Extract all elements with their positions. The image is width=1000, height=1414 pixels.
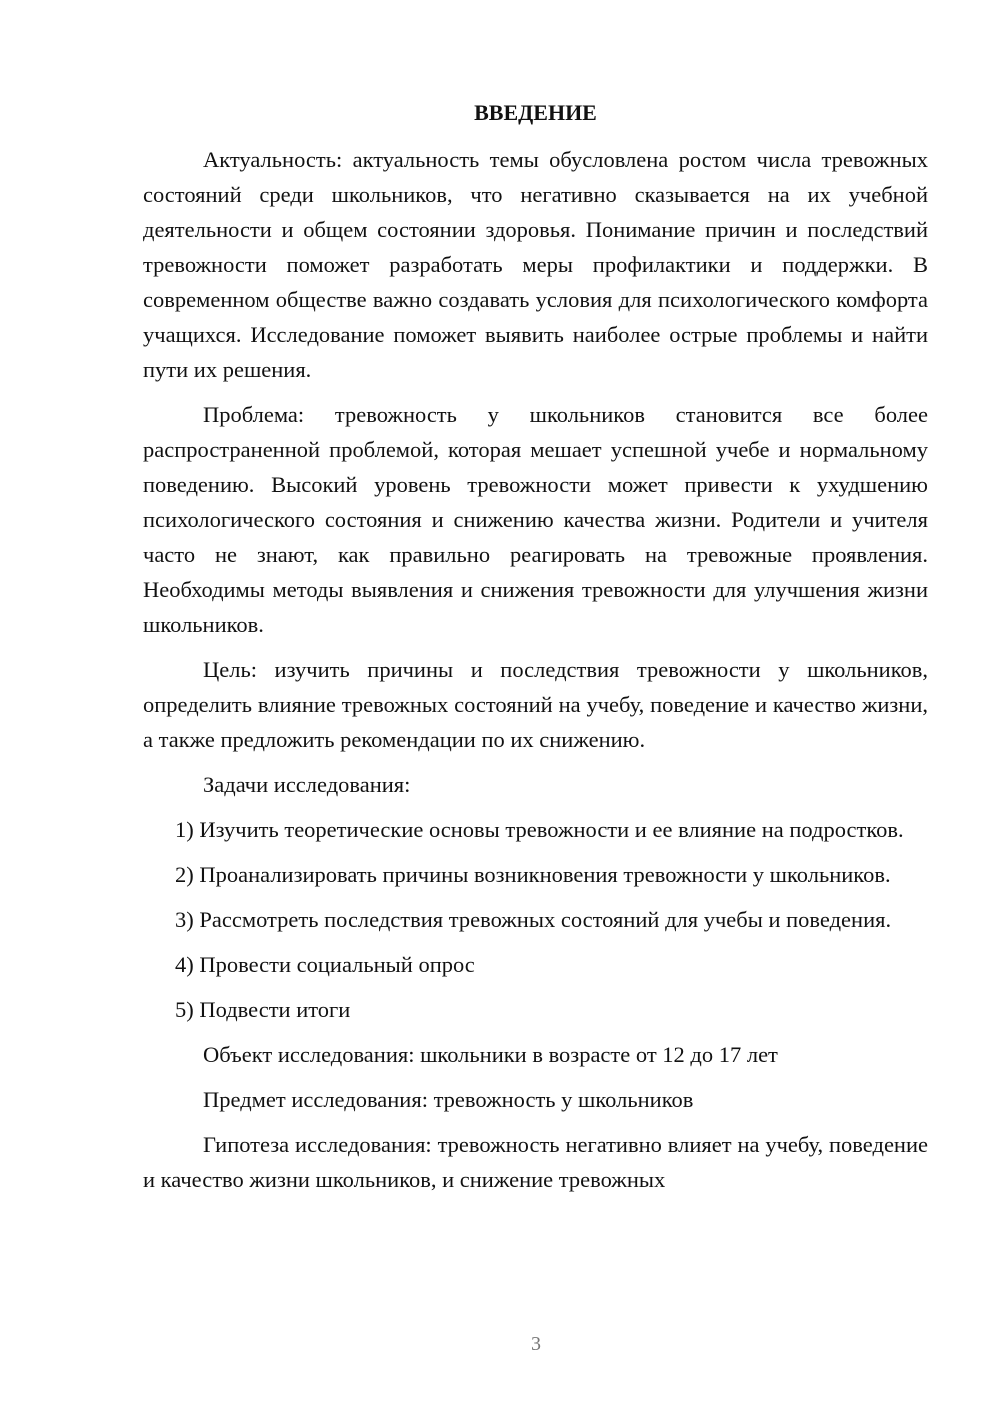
problem-paragraph: Проблема: тревожность у школьников становится все более распространенной проблемой, которая мешает успешной учебе и нормальному поведению. Высокий уровень тревожности может привести к ухудшению психологического состояния и снижению качества жизни. Родители и учителя часто не знают, как правильно реагировать на тревожные проявления. Необходимы методы выявления и снижения тревожности для улучшения жизни школьников. bbox=[143, 402, 928, 637]
page-title: ВВЕДЕНИЕ bbox=[474, 100, 597, 125]
hypothesis-paragraph: Гипотеза исследования: тревожность негативно влияет на учебу, поведение и качество жизни школьников, и снижение тревожных bbox=[143, 1132, 928, 1192]
task-item-1: 1) Изучить теоретические основы тревожности и ее влияние на подростков. bbox=[175, 817, 904, 842]
research-object: Объект исследования: школьники в возрасте от 12 до 17 лет bbox=[203, 1042, 778, 1067]
task-item-3: 3) Рассмотреть последствия тревожных состояний для учебы и поведения. bbox=[175, 907, 892, 932]
task-item-4: 4) Провести социальный опрос bbox=[175, 952, 475, 977]
page-number: 3 bbox=[531, 1333, 541, 1355]
goal-paragraph: Цель: изучить причины и последствия тревожности у школьников, определить влияние тревожных состояний на учебу, поведение и качество жизни, а также предложить рекомендации по их снижению. bbox=[143, 657, 928, 752]
tasks-heading: Задачи исследования: bbox=[203, 772, 411, 797]
relevance-paragraph: Актуальность: актуальность темы обусловлена ростом числа тревожных состояний среди школьников, что негативно сказывается на их учебной деятельности и общем состоянии здоровья. Понимание причин и последствий тревожности поможет разработать меры профилактики и поддержки. В современном обществе важно создавать условия для психологического комфорта учащихся. Исследование поможет выявить наиболее острые проблемы и найти пути их решения. bbox=[143, 147, 928, 382]
task-item-5: 5) Подвести итоги bbox=[175, 997, 351, 1022]
research-subject: Предмет исследования: тревожность у школьников bbox=[203, 1087, 694, 1112]
task-item-2: 2) Проанализировать причины возникновения тревожности у школьников. bbox=[175, 862, 891, 887]
page-content bbox=[143, 95, 928, 1197]
